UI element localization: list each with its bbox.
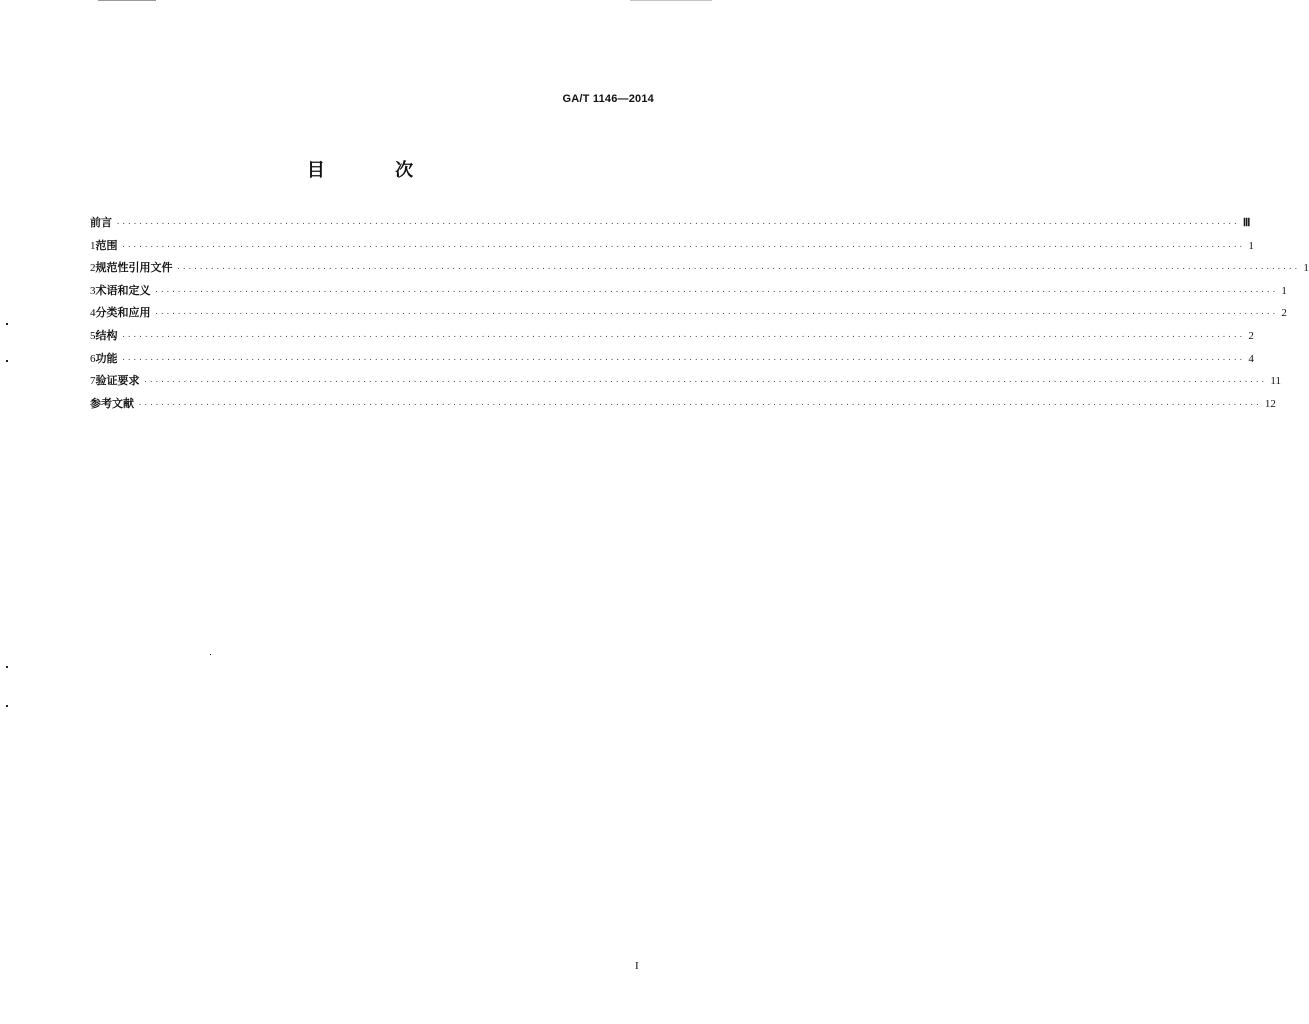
toc-entry-label: 结构 bbox=[95, 328, 118, 342]
toc-entry-page: 2 bbox=[1248, 329, 1254, 342]
toc-entry-label: 参考文献 bbox=[90, 396, 134, 410]
toc-entry-label: 功能 bbox=[95, 351, 118, 365]
document-identifier: GA/T 1146—2014 bbox=[562, 93, 654, 105]
margin-speck bbox=[6, 666, 8, 668]
margin-speck bbox=[6, 705, 8, 707]
toc-entry-label: 规范性引用文件 bbox=[95, 261, 173, 275]
toc-entry-structure[interactable] bbox=[90, 327, 1254, 350]
page-speck bbox=[210, 654, 211, 655]
scan-edge-line-right bbox=[630, 0, 712, 1]
dot-leader: ········································································································································································································ bbox=[138, 400, 1261, 409]
toc-entry-label: 术语和定义 bbox=[95, 283, 151, 297]
toc-entry-page: 1 bbox=[1281, 284, 1287, 297]
toc-entry-number: 5 bbox=[90, 329, 96, 342]
toc-entry-normative-references[interactable] bbox=[90, 259, 1309, 282]
toc-entry-bibliography[interactable] bbox=[90, 395, 1276, 418]
toc-entry-label: 前言 bbox=[90, 216, 112, 229]
toc-entry-number: 6 bbox=[90, 352, 96, 365]
toc-entry-page: 12 bbox=[1264, 397, 1276, 410]
margin-speck bbox=[6, 323, 8, 325]
toc-entry-number: 3 bbox=[90, 284, 96, 297]
toc-entry-page: 4 bbox=[1248, 352, 1254, 365]
toc-entry-page: 11 bbox=[1270, 375, 1281, 388]
toc-entry-label: 验证要求 bbox=[95, 374, 140, 388]
toc-entry-page: 1 bbox=[1248, 239, 1254, 252]
toc-entry-label: 范围 bbox=[95, 238, 118, 252]
toc-entry-foreword[interactable] bbox=[90, 214, 1250, 237]
dot-leader: ········································································································································································································ bbox=[176, 265, 1300, 274]
dot-leader: ········································································································································································································ bbox=[154, 310, 1278, 319]
toc-entry-page: Ⅲ bbox=[1242, 217, 1250, 229]
dot-leader: ········································································································································································································ bbox=[116, 220, 1239, 228]
toc-title: 目 次 bbox=[306, 160, 446, 181]
page-number: I bbox=[635, 960, 639, 972]
dot-leader: ········································································································································································································ bbox=[143, 378, 1267, 387]
toc-entry-number: 4 bbox=[90, 307, 96, 320]
toc-entry-verification[interactable] bbox=[90, 372, 1281, 395]
toc-list bbox=[90, 214, 1309, 417]
dot-leader: ········································································································································································································ bbox=[121, 332, 1245, 341]
toc-entry-number: 7 bbox=[90, 375, 96, 388]
toc-entry-label: 分类和应用 bbox=[95, 306, 151, 320]
toc-entry-page: 2 bbox=[1281, 307, 1287, 320]
scan-edge-line-left bbox=[98, 0, 156, 1]
toc-entry-number: 1 bbox=[90, 239, 96, 252]
toc-entry-scope[interactable] bbox=[90, 237, 1254, 260]
toc-entry-page: 1 bbox=[1303, 262, 1309, 275]
toc-entry-function[interactable] bbox=[90, 350, 1254, 373]
toc-entry-classification[interactable] bbox=[90, 304, 1287, 327]
margin-speck bbox=[6, 360, 8, 362]
dot-leader: ········································································································································································································ bbox=[121, 355, 1245, 364]
dot-leader: ········································································································································································································ bbox=[121, 242, 1245, 251]
toc-entry-terms-definitions[interactable] bbox=[90, 282, 1287, 305]
toc-entry-number: 2 bbox=[90, 262, 96, 275]
dot-leader: ········································································································································································································ bbox=[154, 287, 1278, 296]
